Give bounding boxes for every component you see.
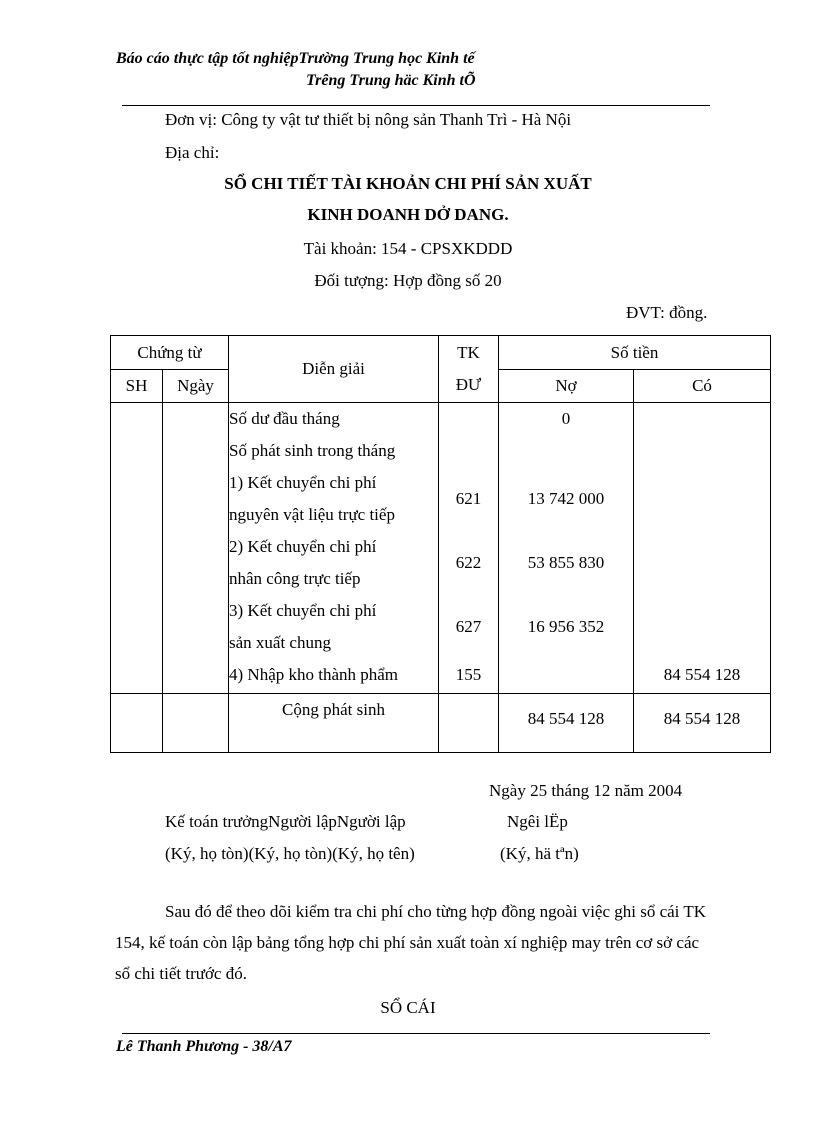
header-date: Ngày [163,370,229,403]
header-tk [439,336,499,403]
body-credit-cell [634,403,771,694]
signature-roles: Kế toán trưởngNgười lậpNgười lập [165,812,406,831]
header-sh: SH [111,370,163,403]
signature-signs-garbled: (Ký, hä tªn) [500,844,579,863]
row-period-desc: Số phát sinh trong tháng [229,441,396,460]
account-line: Tài khoản: 154 - CPSXKDDD [303,239,513,258]
row-627-desc-2: sản xuất chung [229,633,331,652]
header-credit: Có [634,370,771,403]
total-credit: 84 554 128 [663,709,741,728]
org-unit: Đơn vị: Công ty vật tư thiết bị nông sản Thanh Trì - Hà Nội [165,110,572,129]
row-155-desc: 4) Nhập kho thành phẩm [229,665,399,684]
total-debit: 84 554 128 [527,709,605,728]
header-amount: Số tiền [499,336,771,370]
body-description-cell [229,403,439,694]
signature-signs: (Ký, họ tòn)(Ký, họ tòn)(Ký, họ tên) [165,844,415,863]
row-621-desc-1: 1) Kết chuyển chi phí [229,473,377,492]
row-155-tk: 155 [455,665,482,684]
row-627-debit: 16 956 352 [527,617,605,636]
body-paragraph: Sau đó để theo dõi kiểm tra chi phí cho từng hợp đồng ngoài việc ghi sổ cái TK 154, kế toán còn lập bảng tổng hợp chi phí sản xuất toàn xí nghiệp may trên cơ sở các sổ chi tiết trước đó. [115,902,707,983]
row-627-desc-1: 3) Kết chuyển chi phí [229,601,377,620]
header-tk-line1: TK [457,343,480,362]
row-155-credit: 84 554 128 [663,665,741,684]
header-tk-line2: ĐƯ [455,375,482,394]
ledger-title-line1: SỔ CHI TIẾT TÀI KHOẢN CHI PHÍ SẢN XUẤT [224,174,592,193]
currency-unit: ĐVT: đồng. [626,303,708,322]
header-voucher: Chứng từ [111,336,229,370]
row-622-desc-1: 2) Kết chuyển chi phí [229,537,377,556]
header-debit: Nợ [499,370,634,403]
body-sh-cell [111,403,163,694]
row-622-tk: 622 [455,553,482,572]
subject-line: Đối tượng: Hợp đồng số 20 [314,271,502,290]
row-622-desc-2: nhân công trực tiếp [229,569,361,588]
header-rule [122,105,710,106]
ledger-heading: SỔ CÁI [380,998,436,1017]
body-debit-cell [499,403,634,694]
body-tk-cell [439,403,499,694]
header-description: Diễn giải [229,336,439,403]
page-header-line1: Báo cáo thực tập tốt nghiệpTrường Trung học Kinh tế [116,50,475,67]
row-621-debit: 13 742 000 [527,489,605,508]
ledger-table [110,335,771,753]
page-footer: Lê Thanh Phương - 38/A7 [116,1038,292,1055]
row-622-debit: 53 855 830 [527,553,605,572]
row-opening-desc: Số dư đầu tháng [229,409,340,428]
body-date-cell [163,403,229,694]
row-621-tk: 621 [455,489,482,508]
signature-date: Ngày 25 tháng 12 năm 2004 [489,781,683,800]
signature-roles-garbled: Ngêi lËp [507,812,568,831]
total-label: Cộng phát sinh [282,700,385,719]
table-body-row [111,403,771,694]
org-address: Địa chỉ: [165,143,220,162]
row-627-tk: 627 [455,617,482,636]
footer-rule [122,1033,710,1034]
table-total-row [111,694,771,753]
row-621-desc-2: nguyên vật liệu trực tiếp [229,505,395,524]
page-header-line2: Trêng Trung häc Kinh tÕ [306,72,476,89]
ledger-title-line2: KINH DOANH DỞ DANG. [307,205,509,224]
row-opening-debit: 0 [561,409,571,428]
